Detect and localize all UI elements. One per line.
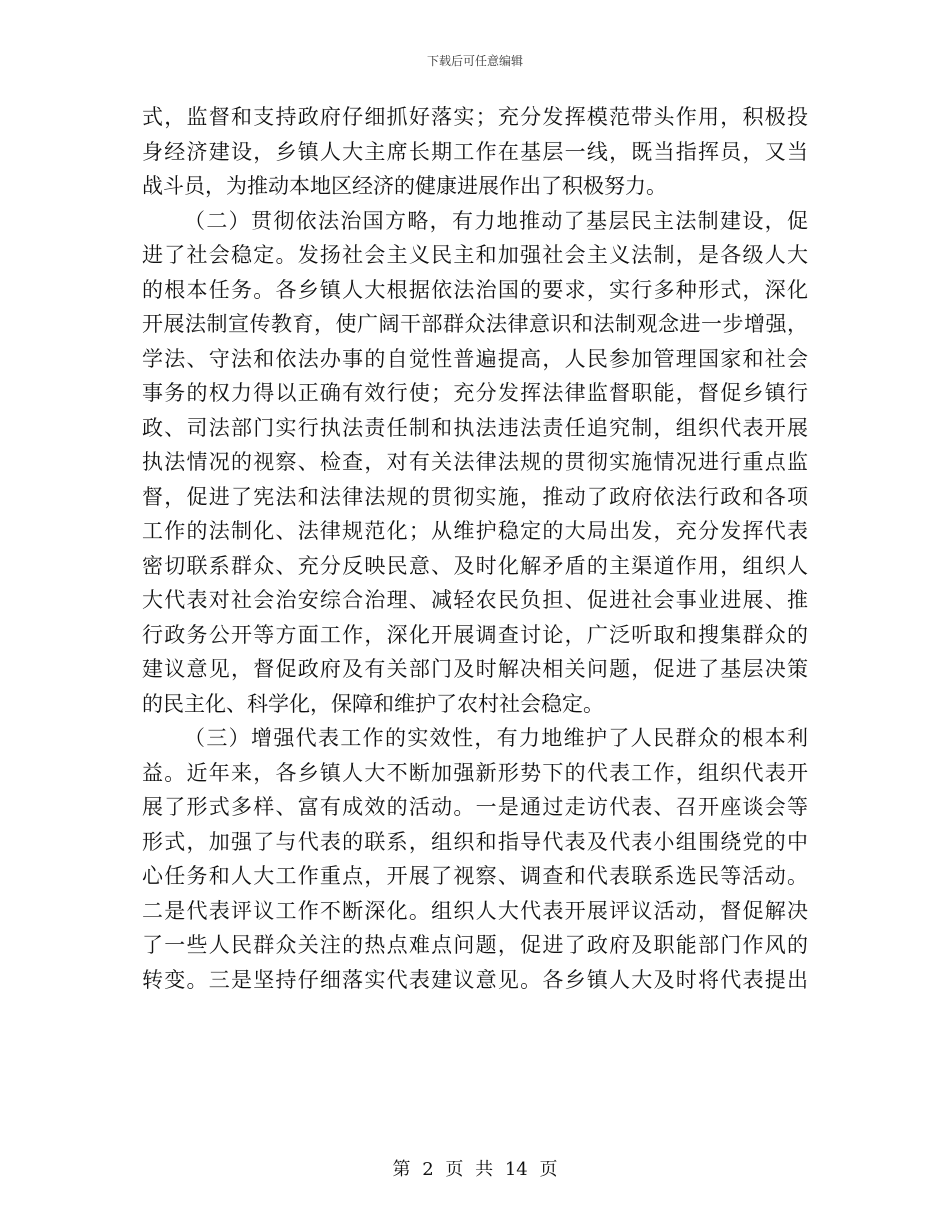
text-line: 政、司法部门实行执法责任制和执法违法责任追究制，组织代表开展 bbox=[142, 415, 808, 440]
text-line: 大代表对社会治安综合治理、减轻农民负担、促进社会事业进展、推 bbox=[142, 588, 808, 612]
section-heading-line: （三）增强代表工作的实效性，有力地维护了人民群众的根本利 bbox=[184, 726, 808, 750]
text-line: 执法情况的视察、检查，对有关法律法规的贯彻实施情况进行重点监 bbox=[142, 450, 808, 474]
text-line: 开展法制宣传教育，使广阔干部群众法律意识和法制观念进一步增强， bbox=[142, 312, 808, 336]
text-line: 密切联系群众、充分反映民意、及时化解矛盾的主渠道作用，组织人 bbox=[142, 553, 808, 578]
text-line: 展了形式多样、富有成效的活动。一是通过走访代表、召开座谈会等 bbox=[142, 795, 808, 819]
page-header: 下载后可任意编辑 bbox=[426, 54, 523, 68]
text-line: 二是代表评议工作不断深化。组织人大代表开展评议活动，督促解决 bbox=[142, 898, 808, 923]
text-line: 了一些人民群众关注的热点难点问题，促进了政府及职能部门作风的 bbox=[142, 933, 808, 957]
section-heading-line: （二）贯彻依法治国方略，有力地推动了基层民主法制建设，促 bbox=[184, 208, 808, 233]
text-line: 事务的权力得以正确有效行使；充分发挥法律监督职能，督促乡镇行 bbox=[142, 381, 808, 405]
text-line: 督，促进了宪法和法律法规的贯彻实施，推动了政府依法行政和各项 bbox=[142, 484, 808, 509]
text-line: 学法、守法和依法办事的自觉性普遍提高，人民参加管理国家和社会 bbox=[142, 346, 808, 371]
text-line: 的民主化、科学化，保障和维护了农村社会稳定。 bbox=[142, 691, 604, 716]
text-line: 形式，加强了与代表的联系，组织和指导代表及代表小组围绕党的中 bbox=[142, 829, 808, 854]
text-line: 工作的法制化、法律规范化；从维护稳定的大局出发，充分发挥代表 bbox=[142, 519, 808, 543]
body-text bbox=[142, 100, 808, 997]
text-line: 的根本任务。各乡镇人大根据依法治国的要求，实行多种形式，深化 bbox=[142, 277, 808, 302]
text-line: 战斗员，为推动本地区经济的健康进展作出了积极努力。 bbox=[142, 174, 667, 198]
text-line: 建议意见，督促政府及有关部门及时解决相关问题，促进了基层决策 bbox=[142, 657, 808, 681]
text-line: 转变。三是坚持仔细落实代表建议意见。各乡镇人大及时将代表提出 bbox=[142, 967, 808, 992]
text-line: 式，监督和支持政府仔细抓好落实；充分发挥模范带头作用，积极投 bbox=[142, 105, 808, 129]
text-line: 益。近年来，各乡镇人大不断加强新形势下的代表工作，组织代表开 bbox=[142, 760, 808, 785]
text-line: 身经济建设，乡镇人大主席长期工作在基层一线，既当指挥员，又当 bbox=[142, 139, 808, 164]
text-line: 行政务公开等方面工作，深化开展调查讨论，广泛听取和搜集群众的 bbox=[142, 622, 808, 647]
page-number-footer: 第 2 页 共 14 页 bbox=[392, 1159, 558, 1180]
text-line: 心任务和人大工作重点，开展了视察、调查和代表联系选民等活动。 bbox=[142, 864, 808, 888]
text-line: 进了社会稳定。发扬社会主义民主和加强社会主义法制，是各级人大 bbox=[142, 243, 808, 267]
